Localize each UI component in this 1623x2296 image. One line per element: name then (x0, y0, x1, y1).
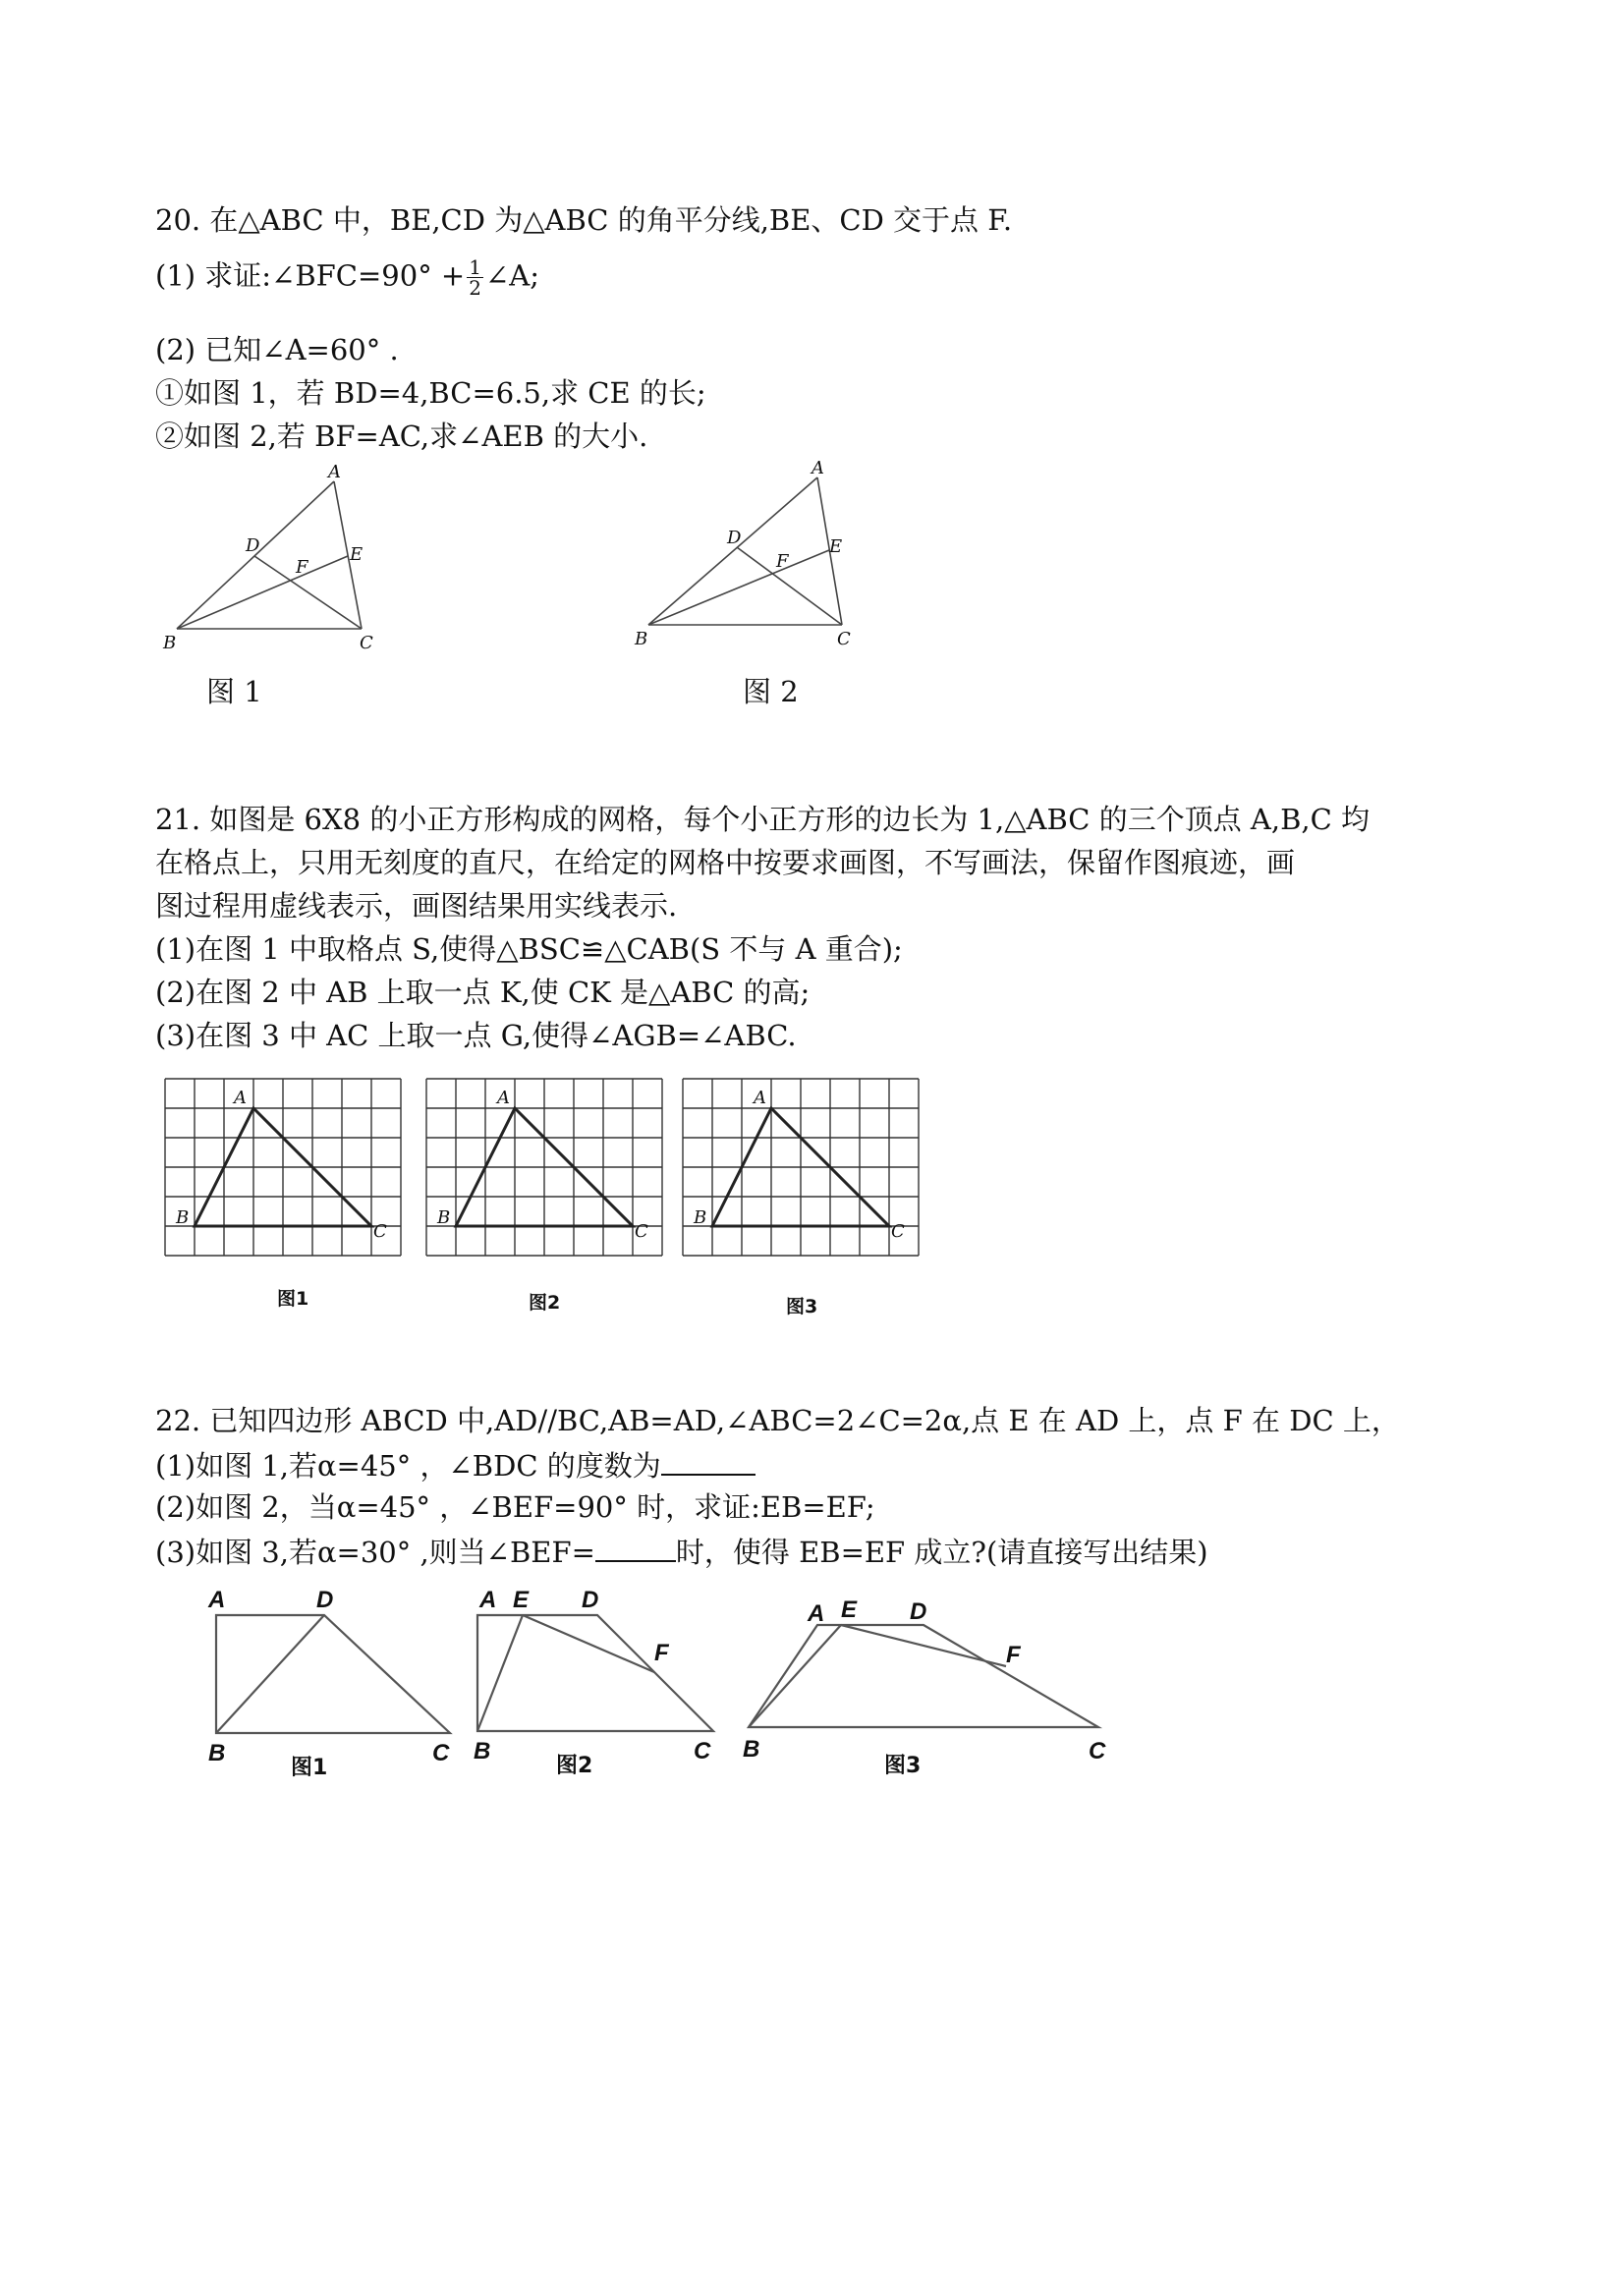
q22-f2-label-e: E (513, 1587, 530, 1613)
q21-stem-line2: 在格点上，只用无刻度的直尺，在给定的网格中按要求画图，不写画法，保留作图痕迹，画 (155, 846, 1296, 879)
q20-figure-2 (619, 456, 865, 658)
q21-f3-label-a: A (754, 1088, 766, 1108)
q22-f1-segment-bd (216, 1615, 324, 1733)
q20-f1-label-e: E (350, 544, 364, 565)
q22-f2-label-b: B (474, 1738, 491, 1764)
q22-f1-quadrilateral-abcd (216, 1615, 450, 1733)
q22-part3-answer-blank[interactable] (595, 1533, 676, 1562)
q22-part1-text: (1)如图 1,若α=45° ，∠BDC 的度数为 (155, 1449, 661, 1483)
q21-f3-label-c: C (891, 1221, 905, 1242)
q21-caption-1: 图1 (277, 1288, 309, 1310)
q22-figure-1 (196, 1584, 472, 1766)
q20-part1 (155, 257, 539, 298)
q21-part3: (3)在图 3 中 AC 上取一点 G,使得∠AGB=∠ABC. (155, 1019, 797, 1052)
q22-f2-label-f: F (654, 1640, 669, 1666)
q21-caption-3: 图3 (786, 1296, 818, 1317)
q22-f2-segment-be (477, 1615, 523, 1731)
q20-part1-suffix: ∠A; (484, 258, 539, 293)
q20-fraction-denominator: 2 (469, 276, 481, 300)
q22-caption-2: 图2 (556, 1754, 593, 1778)
q22-part3-prefix: (3)如图 3,若α=30° ,则当∠BEF= (155, 1536, 595, 1569)
q21-f1-label-a: A (234, 1088, 247, 1108)
q22-f2-label-a: A (479, 1587, 497, 1613)
q22-caption-1: 图1 (291, 1756, 328, 1780)
q20-f1-label-f: F (296, 557, 308, 578)
q22-part1-answer-blank[interactable] (661, 1446, 756, 1476)
q22-f3-label-b: B (743, 1736, 760, 1763)
q22-f1-label-d: D (316, 1587, 334, 1613)
q20-f2-label-f: F (776, 551, 789, 572)
q22-f3-label-a: A (808, 1600, 825, 1627)
q21-stem-line1: 21. 如图是 6X8 的小正方形构成的网格，每个小正方形的边长为 1,△ABC 的三个顶点 A,B,C 均 (155, 803, 1371, 836)
q21-grid-figure-1 (165, 1079, 401, 1258)
q22-stem: 22. 已知四边形 ABCD 中,AD//BC,AB=AD,∠ABC=2∠C=2α,点 E 在 AD 上，点 F 在 DC 上， (155, 1404, 1400, 1437)
q22-part3 (155, 1533, 1208, 1570)
q21-f1-label-b: B (176, 1207, 190, 1228)
q22-f2-label-c: C (694, 1738, 711, 1764)
q22-f3-segment-be (749, 1625, 841, 1727)
q20-caption-2: 图 2 (743, 675, 799, 708)
q22-part1 (155, 1446, 756, 1484)
q21-f3-label-b: B (694, 1207, 707, 1228)
q22-part2: (2)如图 2，当α=45° ，∠BEF=90° 时，求证:EB=EF; (155, 1490, 875, 1524)
q20-fraction (467, 257, 483, 298)
q22-f2-label-d: D (582, 1587, 599, 1613)
q22-f2-segment-ef (523, 1615, 654, 1672)
q21-f2-label-c: C (635, 1221, 648, 1242)
q20-f2-label-b: B (635, 629, 648, 649)
q20-figure-1 (157, 462, 403, 658)
q21-f1-label-c: C (373, 1221, 387, 1242)
q20-f1-segment-cd (254, 556, 362, 629)
q21-part2: (2)在图 2 中 AB 上取一点 K,使 CK 是△ABC 的高; (155, 976, 811, 1009)
q22-figure-3 (739, 1584, 1112, 1764)
q22-f1-label-a: A (208, 1587, 226, 1613)
q21-part1: (1)在图 1 中取格点 S,使得△BSC≌△CAB(S 不与 A 重合); (155, 932, 903, 966)
q22-f3-label-c: C (1089, 1738, 1106, 1764)
q20-f2-label-a: A (812, 458, 824, 478)
q22-f1-label-b: B (208, 1740, 226, 1766)
q20-f2-label-c: C (837, 629, 851, 649)
q22-f3-quadrilateral-abcd (749, 1625, 1098, 1727)
q20-f2-segment-be (648, 550, 829, 625)
q20-f1-label-b: B (163, 633, 177, 653)
q20-f2-label-d: D (727, 528, 742, 548)
q22-f3-segment-ef (841, 1625, 1006, 1666)
q22-caption-3: 图3 (884, 1754, 922, 1778)
q20-part1-prefix: (1) 求证:∠BFC=90° + (155, 258, 466, 293)
q20-f2-segment-cd (737, 547, 842, 625)
q22-part3-suffix: 时，使得 EB=EF 成立?(请直接写出结果) (675, 1536, 1208, 1569)
q20-part2: (2) 已知∠A=60° . (155, 333, 399, 366)
q20-stem: 20. 在△ABC 中，BE,CD 为△ABC 的角平分线,BE、CD 交于点 F. (155, 203, 1013, 237)
q22-f1-label-c: C (432, 1740, 450, 1766)
q22-f3-label-d: D (910, 1598, 927, 1625)
q22-f3-label-f: F (1006, 1642, 1021, 1668)
q20-f1-label-c: C (360, 633, 373, 653)
q22-figure-2 (462, 1584, 727, 1764)
q21-f2-label-b: B (437, 1207, 451, 1228)
q20-f1-label-a: A (328, 462, 341, 482)
q21-grid-figure-2 (426, 1079, 662, 1258)
q21-caption-2: 图2 (529, 1292, 561, 1314)
q21-stem-line3: 图过程用虚线表示，画图结果用实线表示. (155, 889, 678, 923)
q20-f1-segment-be (177, 556, 348, 629)
q20-part2-1: ①如图 1，若 BD=4,BC=6.5,求 CE 的长; (155, 376, 706, 410)
q20-f1-label-d: D (246, 535, 260, 556)
q22-f2-quadrilateral-abcd (477, 1615, 713, 1731)
q20-fraction-numerator: 1 (469, 255, 481, 279)
q20-f2-side-ba (648, 477, 817, 625)
q22-f3-label-e: E (841, 1596, 858, 1623)
q20-caption-1: 图 1 (206, 675, 262, 708)
q20-f2-label-e: E (829, 536, 843, 557)
q20-part2-2: ②如图 2,若 BF=AC,求∠AEB 的大小. (155, 420, 648, 453)
q21-grid-figure-3 (683, 1079, 919, 1258)
q21-f2-label-a: A (497, 1088, 510, 1108)
